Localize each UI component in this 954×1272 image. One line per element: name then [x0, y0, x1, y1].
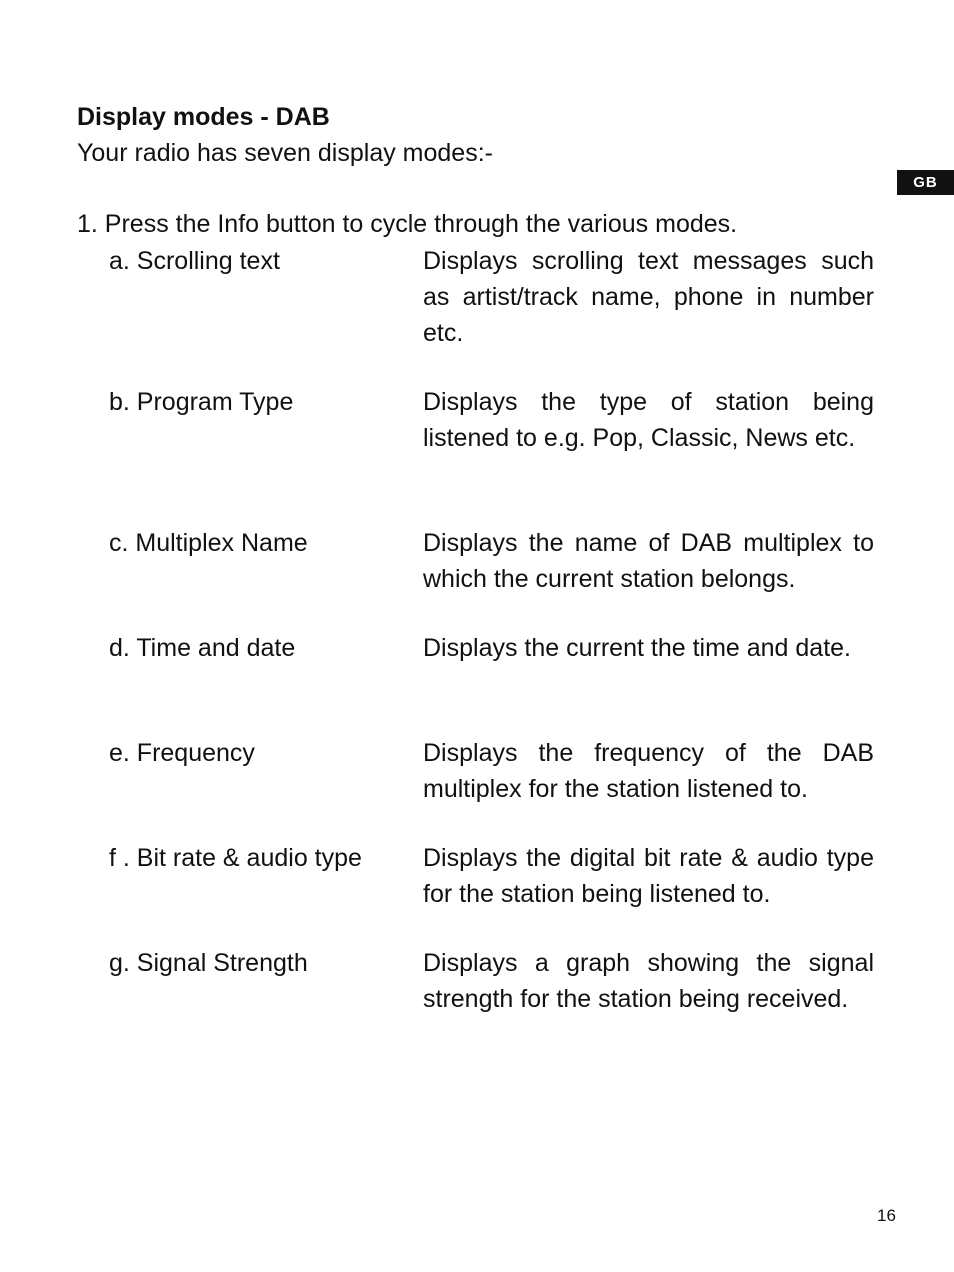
mode-label: b. Program Type [109, 388, 294, 416]
mode-label: a. Scrolling text [109, 247, 280, 275]
step-instruction: 1. Press the Info button to cycle through the various modes. [77, 210, 738, 238]
mode-description: Displays the frequency of the DAB multiplex for the station listened to. [423, 739, 874, 803]
page-number: 16 [877, 1206, 896, 1225]
mode-label: f . Bit rate & audio type [109, 844, 362, 872]
mode-label: g. Signal Strength [109, 949, 308, 977]
mode-label: e. Frequency [109, 739, 255, 767]
mode-description: Displays the current the time and date. [423, 634, 852, 662]
language-badge: GB [897, 170, 954, 195]
mode-description: Displays the type of station being listened to e.g. Pop, Classic, News etc. [423, 388, 874, 452]
mode-description: Displays a graph showing the signal strength for the station being received. [423, 949, 874, 1013]
mode-label: d. Time and date [109, 634, 296, 662]
section-heading: Display modes - DAB [77, 103, 330, 131]
intro-text: Your radio has seven display modes:- [77, 139, 493, 167]
mode-label: c. Multiplex Name [109, 529, 308, 557]
mode-description: Displays scrolling text messages such as artist/track name, phone in number etc. [423, 247, 874, 347]
mode-description: Displays the name of DAB multiplex to which the current station belongs. [423, 529, 874, 593]
mode-description: Displays the digital bit rate & audio type for the station being listened to. [423, 844, 874, 908]
